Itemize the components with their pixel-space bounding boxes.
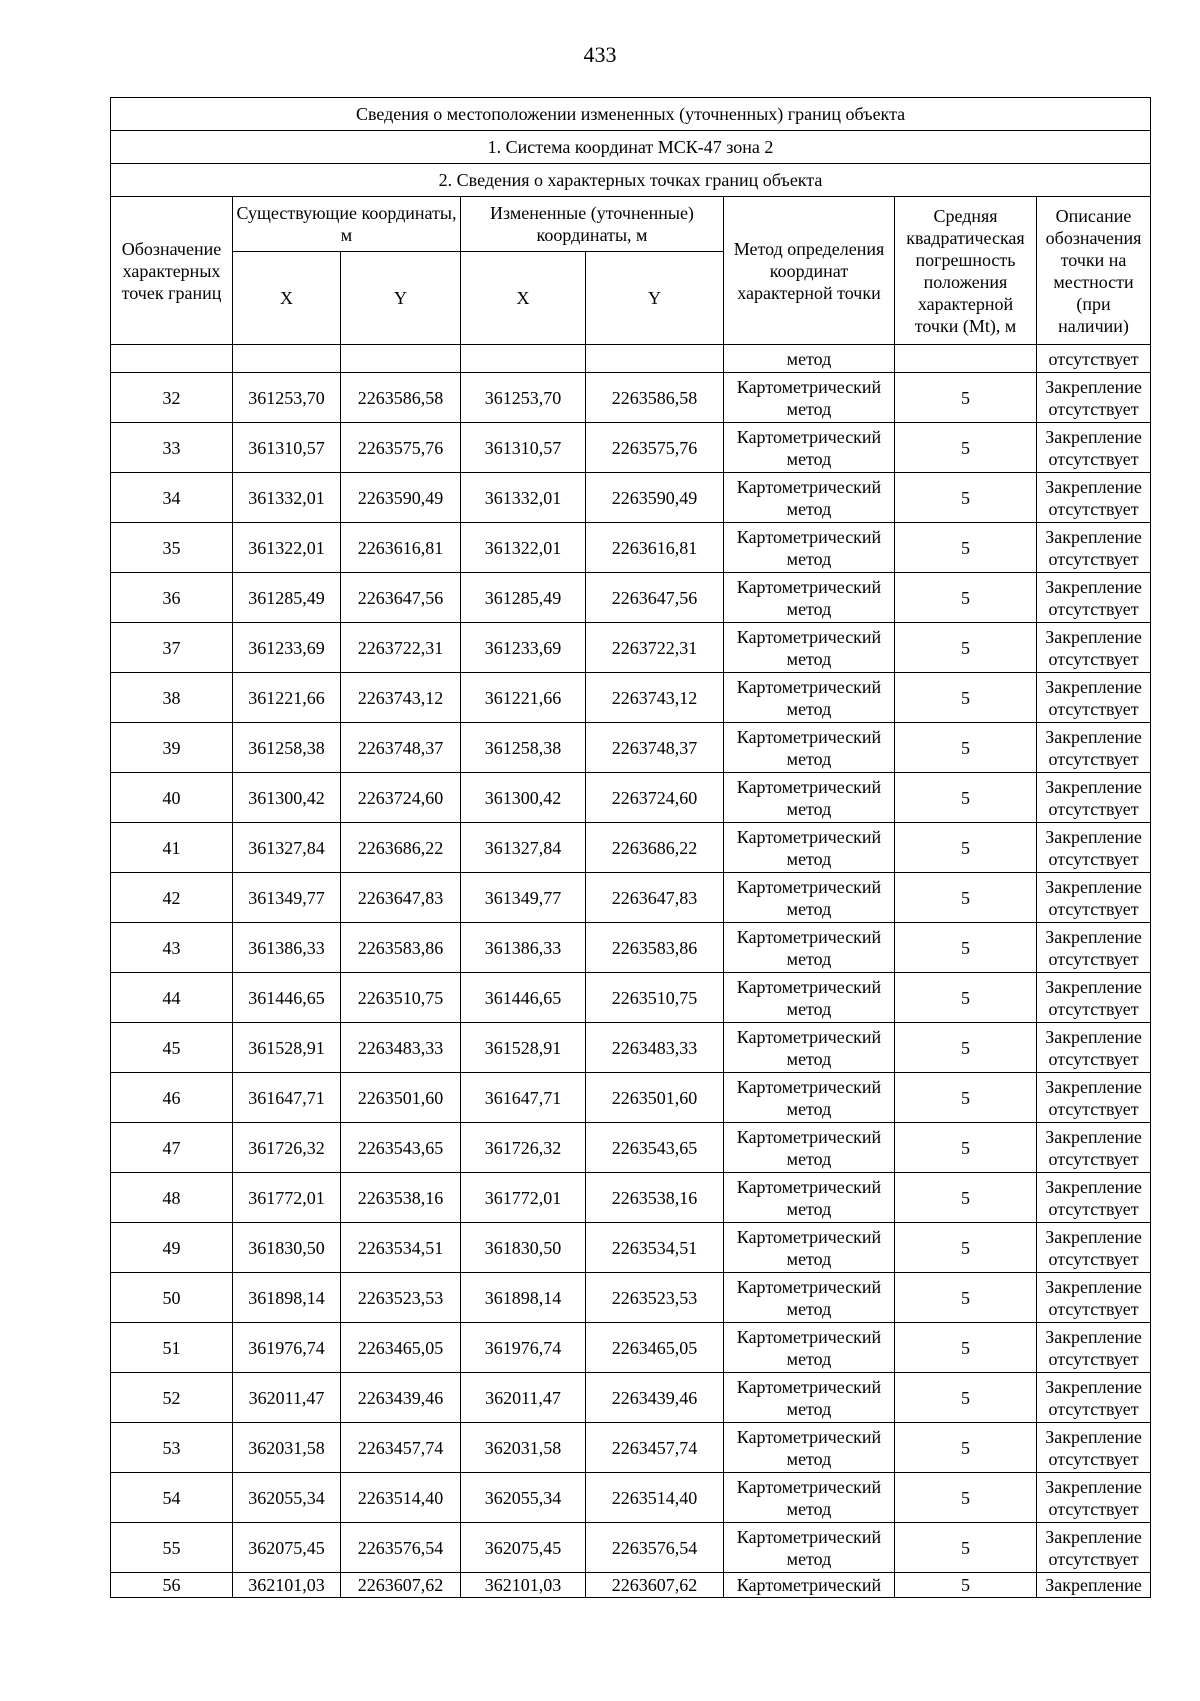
method-cell: Картометрический метод — [724, 1473, 895, 1523]
point-number-cell: 50 — [111, 1273, 233, 1323]
description-cell: Закрепление отсутствует — [1037, 573, 1151, 623]
existing-y-cell: 2263724,60 — [341, 773, 461, 823]
method-cell: Картометрический метод — [724, 1373, 895, 1423]
method-cell: Картометрический метод — [724, 373, 895, 423]
existing-x-cell: 361647,71 — [233, 1073, 341, 1123]
method-cell: Картометрический метод — [724, 1523, 895, 1573]
description-cell: Закрепление — [1037, 1573, 1151, 1598]
description-cell: Закрепление отсутствует — [1037, 1173, 1151, 1223]
changed-y-cell: 2263483,33 — [586, 1023, 724, 1073]
existing-coordinates-header: Существующие координаты, м — [233, 197, 461, 252]
changed-y-cell: 2263743,12 — [586, 673, 724, 723]
table-row — [111, 973, 1151, 1023]
table-row-partial — [111, 345, 1151, 373]
description-cell: Закрепление отсутствует — [1037, 723, 1151, 773]
cell-empty — [233, 345, 341, 373]
table-row — [111, 1223, 1151, 1273]
existing-y-cell: 2263483,33 — [341, 1023, 461, 1073]
table-row — [111, 673, 1151, 723]
error-cell: 5 — [895, 723, 1037, 773]
existing-x-cell: 361332,01 — [233, 473, 341, 523]
changed-x-cell: 361772,01 — [461, 1173, 586, 1223]
table-row — [111, 1573, 1151, 1598]
existing-x-cell: 362075,45 — [233, 1523, 341, 1573]
existing-y-cell: 2263465,05 — [341, 1323, 461, 1373]
error-cell: 5 — [895, 1073, 1037, 1123]
error-cell: 5 — [895, 873, 1037, 923]
description-cell: Закрепление отсутствует — [1037, 823, 1151, 873]
method-cell: Картометрический метод — [724, 473, 895, 523]
table-row — [111, 1123, 1151, 1173]
method-cell: Картометрический метод — [724, 573, 895, 623]
existing-y-cell: 2263439,46 — [341, 1373, 461, 1423]
error-cell: 5 — [895, 1373, 1037, 1423]
point-number-cell: 36 — [111, 573, 233, 623]
point-number-cell: 39 — [111, 723, 233, 773]
existing-x-header: X — [233, 252, 341, 345]
changed-x-cell: 362101,03 — [461, 1573, 586, 1598]
existing-y-cell: 2263576,54 — [341, 1523, 461, 1573]
existing-y-cell: 2263501,60 — [341, 1073, 461, 1123]
point-number-cell: 51 — [111, 1323, 233, 1373]
table-row — [111, 573, 1151, 623]
table-row — [111, 1073, 1151, 1123]
method-cell: Картометрический метод — [724, 1423, 895, 1473]
error-cell: 5 — [895, 1323, 1037, 1373]
description-cell: Закрепление отсутствует — [1037, 1123, 1151, 1173]
changed-y-cell: 2263722,31 — [586, 623, 724, 673]
table-row — [111, 423, 1151, 473]
existing-x-cell: 361327,84 — [233, 823, 341, 873]
method-cell: Картометрический метод — [724, 973, 895, 1023]
point-number-cell: 45 — [111, 1023, 233, 1073]
point-number-cell: 48 — [111, 1173, 233, 1223]
method-cell: Картометрический — [724, 1573, 895, 1598]
coordinate-system: 1. Система координат МСК-47 зона 2 — [111, 131, 1151, 164]
point-number-cell: 37 — [111, 623, 233, 673]
error-cell: 5 — [895, 423, 1037, 473]
cell-empty — [461, 345, 586, 373]
point-number-cell: 40 — [111, 773, 233, 823]
changed-y-header: Y — [586, 252, 724, 345]
changed-coordinates-header: Измененные (уточненные) координаты, м — [461, 197, 724, 252]
existing-y-cell: 2263534,51 — [341, 1223, 461, 1273]
cell-empty — [111, 345, 233, 373]
method-cell: Картометрический метод — [724, 1023, 895, 1073]
method-cell: Картометрический метод — [724, 523, 895, 573]
page-number: 433 — [583, 42, 617, 67]
method-cell: Картометрический метод — [724, 1273, 895, 1323]
existing-x-cell: 361221,66 — [233, 673, 341, 723]
existing-y-cell: 2263583,86 — [341, 923, 461, 973]
changed-y-cell: 2263576,54 — [586, 1523, 724, 1573]
changed-x-cell: 361332,01 — [461, 473, 586, 523]
method-cell: Картометрический метод — [724, 823, 895, 873]
description-cell: Закрепление отсутствует — [1037, 1273, 1151, 1323]
point-number-cell: 38 — [111, 673, 233, 723]
changed-x-cell: 361647,71 — [461, 1073, 586, 1123]
section-title: 2. Сведения о характерных точках границ объекта — [111, 164, 1151, 197]
error-cell: 5 — [895, 1273, 1037, 1323]
point-number-cell: 52 — [111, 1373, 233, 1423]
changed-y-cell: 2263457,74 — [586, 1423, 724, 1473]
changed-y-cell: 2263586,58 — [586, 373, 724, 423]
description-cell: Закрепление отсутствует — [1037, 923, 1151, 973]
changed-x-cell: 361726,32 — [461, 1123, 586, 1173]
error-cell: 5 — [895, 1123, 1037, 1173]
table-row — [111, 1473, 1151, 1523]
description-cell: Закрепление отсутствует — [1037, 673, 1151, 723]
table-row — [111, 873, 1151, 923]
changed-y-cell: 2263534,51 — [586, 1223, 724, 1273]
point-number-cell: 55 — [111, 1523, 233, 1573]
table-row — [111, 1373, 1151, 1423]
table-row — [111, 1023, 1151, 1073]
existing-x-cell: 361898,14 — [233, 1273, 341, 1323]
error-cell: 5 — [895, 973, 1037, 1023]
existing-x-cell: 362055,34 — [233, 1473, 341, 1523]
changed-y-cell: 2263543,65 — [586, 1123, 724, 1173]
method-cell: Картометрический метод — [724, 1123, 895, 1173]
table-row — [111, 823, 1151, 873]
changed-y-cell: 2263616,81 — [586, 523, 724, 573]
changed-y-cell: 2263538,16 — [586, 1173, 724, 1223]
method-cell: Картометрический метод — [724, 1173, 895, 1223]
table-row — [111, 1523, 1151, 1573]
existing-x-cell: 361446,65 — [233, 973, 341, 1023]
changed-y-cell: 2263724,60 — [586, 773, 724, 823]
changed-x-cell: 361327,84 — [461, 823, 586, 873]
existing-x-cell: 361285,49 — [233, 573, 341, 623]
changed-x-cell: 361233,69 — [461, 623, 586, 673]
existing-x-cell: 361349,77 — [233, 873, 341, 923]
changed-x-cell: 362011,47 — [461, 1373, 586, 1423]
existing-y-cell: 2263457,74 — [341, 1423, 461, 1473]
description-cell: Закрепление отсутствует — [1037, 1323, 1151, 1373]
table-row — [111, 1273, 1151, 1323]
method-cell: Картометрический метод — [724, 673, 895, 723]
changed-y-cell: 2263501,60 — [586, 1073, 724, 1123]
table-row — [111, 723, 1151, 773]
table-row — [111, 773, 1151, 823]
changed-x-cell: 361349,77 — [461, 873, 586, 923]
table-row — [111, 1423, 1151, 1473]
existing-x-cell: 361830,50 — [233, 1223, 341, 1273]
existing-y-cell: 2263514,40 — [341, 1473, 461, 1523]
error-cell: 5 — [895, 523, 1037, 573]
method-cell: Картометрический метод — [724, 1073, 895, 1123]
description-cell: Закрепление отсутствует — [1037, 1023, 1151, 1073]
changed-x-cell: 361258,38 — [461, 723, 586, 773]
changed-y-cell: 2263465,05 — [586, 1323, 724, 1373]
changed-x-cell: 362031,58 — [461, 1423, 586, 1473]
description-cell: Закрепление отсутствует — [1037, 1523, 1151, 1573]
existing-y-cell: 2263538,16 — [341, 1173, 461, 1223]
changed-y-cell: 2263748,37 — [586, 723, 724, 773]
existing-x-cell: 361772,01 — [233, 1173, 341, 1223]
error-column-header: Средняя квадратическая погрешность положения характерной точки (Mt), м — [895, 197, 1037, 345]
existing-x-cell: 361386,33 — [233, 923, 341, 973]
description-cell: Закрепление отсутствует — [1037, 973, 1151, 1023]
existing-y-cell: 2263722,31 — [341, 623, 461, 673]
error-cell: 5 — [895, 1173, 1037, 1223]
cell-empty — [895, 345, 1037, 373]
changed-x-cell: 361830,50 — [461, 1223, 586, 1273]
description-cell: Закрепление отсутствует — [1037, 873, 1151, 923]
changed-y-cell: 2263607,62 — [586, 1573, 724, 1598]
changed-x-cell: 361322,01 — [461, 523, 586, 573]
changed-y-cell: 2263590,49 — [586, 473, 724, 523]
changed-y-cell: 2263523,53 — [586, 1273, 724, 1323]
error-cell: 5 — [895, 623, 1037, 673]
changed-x-cell: 362055,34 — [461, 1473, 586, 1523]
point-number-cell: 42 — [111, 873, 233, 923]
error-cell: 5 — [895, 473, 1037, 523]
existing-y-cell: 2263510,75 — [341, 973, 461, 1023]
point-number-cell: 44 — [111, 973, 233, 1023]
method-cell: Картометрический метод — [724, 923, 895, 973]
existing-x-cell: 361726,32 — [233, 1123, 341, 1173]
error-cell: 5 — [895, 1573, 1037, 1598]
existing-x-cell: 362011,47 — [233, 1373, 341, 1423]
point-number-cell: 56 — [111, 1573, 233, 1598]
changed-x-header: X — [461, 252, 586, 345]
table-row — [111, 1323, 1151, 1373]
changed-y-cell: 2263647,83 — [586, 873, 724, 923]
table-row — [111, 523, 1151, 573]
description-cell: Закрепление отсутствует — [1037, 623, 1151, 673]
error-cell: 5 — [895, 673, 1037, 723]
description-column-header: Описание обозначения точки на местности (при наличии) — [1037, 197, 1151, 345]
cell-empty — [341, 345, 461, 373]
existing-x-cell: 362101,03 — [233, 1573, 341, 1598]
changed-x-cell: 361898,14 — [461, 1273, 586, 1323]
existing-y-cell: 2263647,56 — [341, 573, 461, 623]
point-number-cell: 47 — [111, 1123, 233, 1173]
designation-column-header: Обозначение характерных точек границ — [111, 197, 233, 345]
point-number-cell: 53 — [111, 1423, 233, 1473]
error-cell: 5 — [895, 1473, 1037, 1523]
existing-y-cell: 2263686,22 — [341, 823, 461, 873]
description-cell: Закрепление отсутствует — [1037, 1223, 1151, 1273]
changed-x-cell: 361285,49 — [461, 573, 586, 623]
error-cell: 5 — [895, 823, 1037, 873]
existing-x-cell: 361976,74 — [233, 1323, 341, 1373]
error-cell: 5 — [895, 1023, 1037, 1073]
error-cell: 5 — [895, 1523, 1037, 1573]
point-number-cell: 33 — [111, 423, 233, 473]
changed-x-cell: 361446,65 — [461, 973, 586, 1023]
method-cell: метод — [724, 345, 895, 373]
error-cell: 5 — [895, 923, 1037, 973]
table-row — [111, 1173, 1151, 1223]
existing-y-cell: 2263590,49 — [341, 473, 461, 523]
existing-y-cell: 2263575,76 — [341, 423, 461, 473]
point-number-cell: 41 — [111, 823, 233, 873]
point-number-cell: 54 — [111, 1473, 233, 1523]
description-cell: Закрепление отсутствует — [1037, 1423, 1151, 1473]
cell-empty — [586, 345, 724, 373]
existing-y-cell: 2263748,37 — [341, 723, 461, 773]
existing-x-cell: 361233,69 — [233, 623, 341, 673]
point-number-cell: 35 — [111, 523, 233, 573]
method-cell: Картометрический метод — [724, 873, 895, 923]
description-cell: отсутствует — [1037, 345, 1151, 373]
point-number-cell: 43 — [111, 923, 233, 973]
existing-y-cell: 2263616,81 — [341, 523, 461, 573]
point-number-cell: 49 — [111, 1223, 233, 1273]
existing-x-cell: 361300,42 — [233, 773, 341, 823]
changed-y-cell: 2263583,86 — [586, 923, 724, 973]
description-cell: Закрепление отсутствует — [1037, 423, 1151, 473]
changed-x-cell: 361300,42 — [461, 773, 586, 823]
error-cell: 5 — [895, 573, 1037, 623]
changed-y-cell: 2263439,46 — [586, 1373, 724, 1423]
method-cell: Картометрический метод — [724, 773, 895, 823]
changed-x-cell: 361976,74 — [461, 1323, 586, 1373]
boundary-points-table — [110, 97, 1151, 1598]
changed-y-cell: 2263647,56 — [586, 573, 724, 623]
changed-x-cell: 361386,33 — [461, 923, 586, 973]
description-cell: Закрепление отсутствует — [1037, 1473, 1151, 1523]
table-row — [111, 373, 1151, 423]
existing-x-cell: 362031,58 — [233, 1423, 341, 1473]
error-cell: 5 — [895, 373, 1037, 423]
changed-x-cell: 362075,45 — [461, 1523, 586, 1573]
point-number-cell: 32 — [111, 373, 233, 423]
description-cell: Закрепление отсутствует — [1037, 1373, 1151, 1423]
point-number-cell: 34 — [111, 473, 233, 523]
method-cell: Картометрический метод — [724, 623, 895, 673]
changed-x-cell: 361221,66 — [461, 673, 586, 723]
point-number-cell: 46 — [111, 1073, 233, 1123]
description-cell: Закрепление отсутствует — [1037, 373, 1151, 423]
changed-x-cell: 361528,91 — [461, 1023, 586, 1073]
table-row — [111, 923, 1151, 973]
changed-x-cell: 361253,70 — [461, 373, 586, 423]
existing-y-cell: 2263647,83 — [341, 873, 461, 923]
changed-y-cell: 2263510,75 — [586, 973, 724, 1023]
error-cell: 5 — [895, 1223, 1037, 1273]
error-cell: 5 — [895, 773, 1037, 823]
existing-y-header: Y — [341, 252, 461, 345]
description-cell: Закрепление отсутствует — [1037, 473, 1151, 523]
existing-x-cell: 361528,91 — [233, 1023, 341, 1073]
existing-x-cell: 361258,38 — [233, 723, 341, 773]
table-row — [111, 623, 1151, 673]
changed-x-cell: 361310,57 — [461, 423, 586, 473]
existing-y-cell: 2263607,62 — [341, 1573, 461, 1598]
description-cell: Закрепление отсутствует — [1037, 523, 1151, 573]
existing-x-cell: 361253,70 — [233, 373, 341, 423]
method-cell: Картометрический метод — [724, 423, 895, 473]
method-cell: Картометрический метод — [724, 723, 895, 773]
existing-x-cell: 361322,01 — [233, 523, 341, 573]
method-column-header: Метод определения координат характерной точки — [724, 197, 895, 345]
method-cell: Картометрический метод — [724, 1323, 895, 1373]
method-cell: Картометрический метод — [724, 1223, 895, 1273]
changed-y-cell: 2263514,40 — [586, 1473, 724, 1523]
table-title: Сведения о местоположении измененных (уточненных) границ объекта — [111, 98, 1151, 131]
existing-y-cell: 2263543,65 — [341, 1123, 461, 1173]
existing-x-cell: 361310,57 — [233, 423, 341, 473]
changed-y-cell: 2263575,76 — [586, 423, 724, 473]
description-cell: Закрепление отсутствует — [1037, 773, 1151, 823]
existing-y-cell: 2263523,53 — [341, 1273, 461, 1323]
error-cell: 5 — [895, 1423, 1037, 1473]
changed-y-cell: 2263686,22 — [586, 823, 724, 873]
table-row — [111, 473, 1151, 523]
existing-y-cell: 2263743,12 — [341, 673, 461, 723]
description-cell: Закрепление отсутствует — [1037, 1073, 1151, 1123]
existing-y-cell: 2263586,58 — [341, 373, 461, 423]
